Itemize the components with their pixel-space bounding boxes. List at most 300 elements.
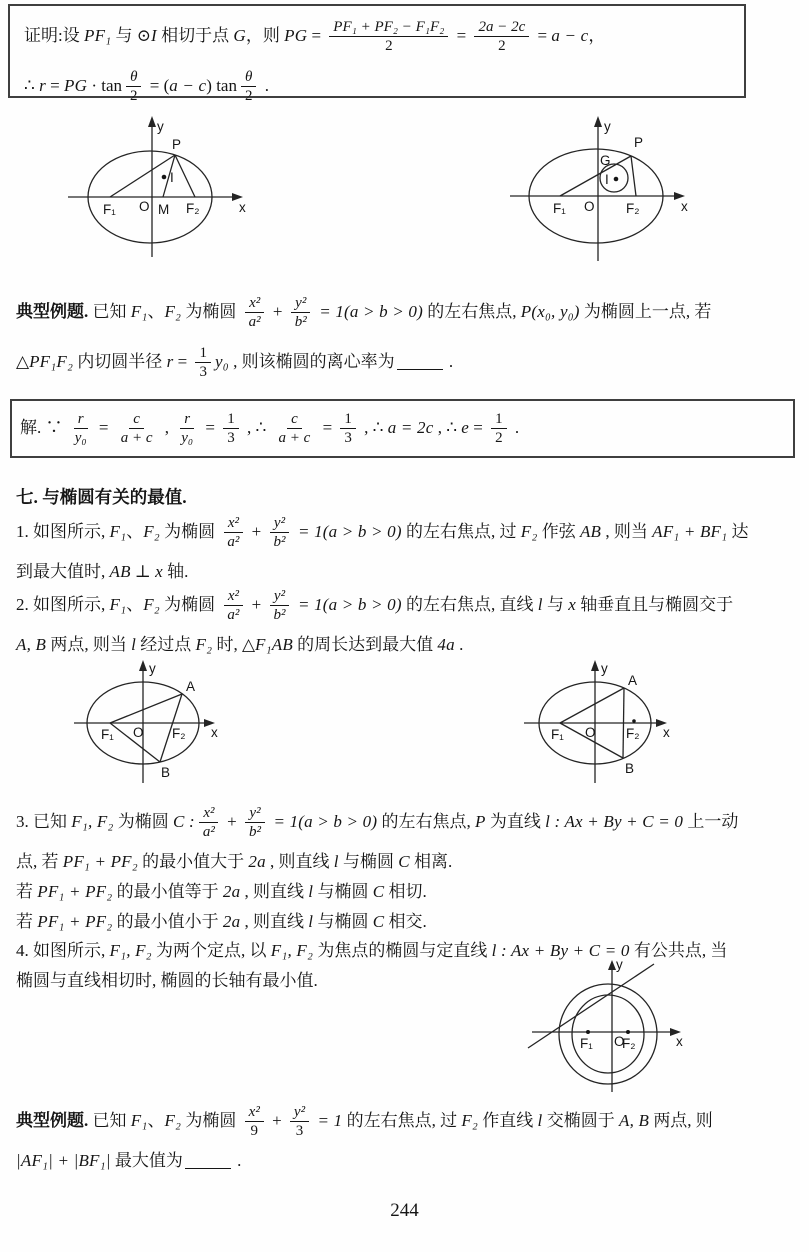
text-run: · tan [87, 75, 122, 95]
fraction [270, 587, 290, 624]
math-run: AB [579, 521, 602, 541]
math-run: l [333, 851, 339, 871]
fraction-numerator: y² [290, 1103, 309, 1122]
label-I: I [605, 172, 609, 187]
text-run: 、 [147, 1110, 165, 1130]
ellipse-diagram-vertical-AB [512, 655, 714, 793]
text-run: 已知 [88, 1110, 131, 1130]
fraction-denominator: a + c [278, 430, 311, 446]
label-x: x [676, 1034, 683, 1049]
math-run: A, B [618, 1110, 650, 1130]
fraction [474, 18, 529, 55]
text-run: + [267, 1110, 286, 1130]
fraction-numerator: x² [245, 1103, 264, 1122]
segment-PF2 [631, 156, 636, 196]
fraction-numerator: c [129, 410, 144, 429]
math-run: 2a [248, 851, 266, 871]
text-run: 作直线 [478, 1110, 538, 1130]
fraction-denominator: y₀ [74, 430, 87, 446]
text-run: 若 [16, 911, 38, 931]
math-run: F₁AB [255, 634, 293, 654]
label-F1: F₁ [580, 1036, 593, 1051]
math-run: l : Ax + By + C = 0 [545, 811, 684, 831]
item1-block [16, 507, 796, 587]
math-run: AF₁ + BF₁ [652, 521, 728, 541]
label-y: y [616, 957, 623, 972]
fraction-numerator: x² [245, 294, 264, 313]
y-axis-arrow [591, 660, 599, 671]
text-run: 的左右焦点, [423, 301, 521, 321]
math-run: = 1(a > b > 0) [314, 301, 423, 321]
math-run: F₁ [130, 1110, 148, 1130]
text-run: 最大值为 [110, 1150, 183, 1170]
text-run: . [454, 634, 464, 654]
text-run: 上一动 [683, 811, 739, 831]
text-run: + [222, 811, 241, 831]
label-G: G [600, 153, 611, 168]
label-M: M [158, 202, 170, 217]
text-run: 、 [126, 521, 144, 541]
fraction-numerator: c [287, 410, 302, 429]
text-run: = [452, 25, 471, 45]
text-run: = [201, 418, 220, 438]
label-y: y [149, 661, 156, 676]
math-run: = 1(a > b > 0) [293, 594, 402, 614]
fraction [275, 410, 315, 447]
fraction-numerator: x² [199, 804, 218, 823]
fraction-denominator: a² [227, 606, 240, 623]
math-run: l [131, 634, 137, 654]
fraction [223, 410, 239, 447]
fraction-numerator: x² [224, 587, 243, 606]
fraction [71, 410, 91, 447]
label-O: O [614, 1034, 625, 1049]
item3-line-3 [16, 877, 798, 907]
math-run: C [372, 881, 385, 901]
fraction [199, 804, 219, 841]
text-run: , 则当 [601, 521, 653, 541]
y-axis-arrow [139, 660, 147, 671]
text-run: 已知 [88, 301, 131, 321]
math-run: F₂ [520, 521, 538, 541]
fraction-denominator: 2 [495, 430, 503, 446]
fraction-numerator: PF₁ + PF₂ − F₁F₂ [329, 18, 448, 37]
text-run: , ∴ [433, 418, 462, 438]
item3-line-4 [16, 907, 798, 937]
inner-ellipse [572, 995, 644, 1073]
fraction-numerator: 1 [491, 410, 507, 429]
text-run: = [173, 351, 192, 371]
label-F1: F₁ [103, 202, 116, 217]
text-run: 为椭圆上一点, 若 [579, 301, 712, 321]
label-F1: F₁ [553, 201, 566, 216]
math-run: PF₁F₂ [29, 351, 74, 371]
fraction-denominator: 2 [244, 87, 253, 104]
math-run: l [537, 594, 543, 614]
math-run: PG [64, 75, 88, 95]
text-run: , 则该椭圆的离心率为 [228, 351, 395, 371]
text-run: 达 [727, 521, 749, 541]
math-run: F₂ [195, 634, 213, 654]
math-run: 2a [222, 911, 241, 931]
focus1-dot [586, 1030, 590, 1034]
fraction-denominator: b² [273, 606, 286, 623]
text-run: ⊥ [130, 561, 156, 581]
math-run: 4a [437, 634, 455, 654]
math-run: F₂ [461, 1110, 479, 1130]
math-run: |AF₁| + |BF₁| [16, 1150, 111, 1170]
text-run: 的最小值大于 [137, 851, 249, 871]
text-run: 相交. [384, 911, 427, 931]
fraction-numerator: y² [291, 294, 310, 313]
math-run: AB [109, 561, 131, 581]
text-run: , 则直线 [240, 881, 309, 901]
text-run: , 则直线 [265, 851, 334, 871]
text-run: . [232, 1150, 242, 1170]
text-run: 的左右焦点, 过 [342, 1110, 462, 1130]
label-F1: F₁ [551, 727, 564, 742]
math-run: F₁, F₂ [270, 940, 314, 960]
label-y: y [601, 661, 608, 676]
fraction [223, 514, 243, 551]
math-run: A, B [16, 634, 47, 654]
bold-label: 典型例题. [16, 301, 89, 321]
fraction-denominator: 9 [250, 1122, 258, 1139]
text-run: 的左右焦点, 直线 [401, 594, 538, 614]
fraction-numerator: y² [270, 514, 289, 533]
fraction [290, 1103, 309, 1140]
y-axis-arrow [594, 116, 602, 127]
fraction [329, 18, 448, 55]
fraction-denominator: b² [273, 533, 286, 550]
text-run: , ∴ [242, 418, 271, 438]
focus2-dot [632, 719, 636, 723]
text-run: 为椭圆 [181, 1110, 241, 1130]
text-run: = [307, 25, 326, 45]
text-run: 为两个定点, 以 [151, 940, 271, 960]
math-run: r [166, 351, 174, 371]
math-run: G [233, 25, 246, 45]
fraction-denominator: a² [227, 533, 240, 550]
example1-block [16, 287, 796, 387]
example2-line-1 [16, 1096, 796, 1146]
math-run: F₁, F₂ [109, 940, 152, 960]
label-F2: F₂ [622, 1036, 636, 1051]
label-F2: F₂ [186, 201, 200, 216]
math-run: l : Ax + By + C = 0 [491, 940, 630, 960]
label-F2: F₂ [626, 201, 640, 216]
math-run: PG [284, 25, 308, 45]
text-run: 时, △ [212, 634, 256, 654]
fraction [245, 294, 265, 331]
text-run: 轴. [162, 561, 189, 581]
text-run: + [268, 301, 287, 321]
item2-line-1 [16, 580, 796, 630]
text-run: 与 ⊙ [111, 25, 152, 45]
item2-block [16, 580, 796, 660]
text-run: 作弦 [537, 521, 580, 541]
math-run: a = 2c [387, 418, 434, 438]
math-run: C [372, 911, 385, 931]
fraction-numerator: 2a − 2c [474, 18, 529, 37]
text-run: ) tan [206, 75, 237, 95]
label-F2: F₂ [172, 726, 186, 741]
segment-PF2 [175, 155, 195, 197]
text-run: 相切. [384, 881, 427, 901]
text-run: 、 [126, 594, 144, 614]
math-run: F₂ [164, 301, 182, 321]
example2-line-2 [16, 1146, 796, 1176]
text-run: . [444, 351, 454, 371]
text-run: ，则 [245, 25, 285, 45]
text-run: , ∴ [359, 418, 388, 438]
math-run: = 1(a > b > 0) [293, 521, 402, 541]
math-run: C [398, 851, 410, 871]
text-run: 的最小值等于 [112, 881, 223, 901]
fraction [126, 68, 142, 105]
label-B: B [625, 761, 635, 776]
math-run: a − c [551, 25, 589, 45]
segment-F1A [110, 694, 182, 723]
text-run: 3. 已知 [16, 811, 72, 831]
math-run: y₀ [214, 351, 229, 371]
math-run: r [39, 75, 46, 95]
text-run: 点, 若 [16, 851, 63, 871]
fraction-numerator: r [180, 410, 194, 429]
fraction-denominator: b² [249, 823, 261, 840]
math-run: a − c [169, 75, 207, 95]
text-run: 若 [16, 881, 38, 901]
fraction-denominator: a² [202, 823, 215, 840]
fraction [491, 410, 507, 447]
label-I: I [170, 170, 174, 185]
text-run: 2. 如图所示, [16, 594, 110, 614]
text-run: 为焦点的椭圆与定直线 [313, 940, 492, 960]
fraction-numerator: θ [126, 68, 141, 87]
label-F1: F₁ [101, 727, 114, 742]
outer-ellipse [559, 984, 657, 1084]
fraction-numerator: y² [270, 587, 289, 606]
fraction-numerator: 1 [340, 410, 356, 429]
y-axis-arrow [148, 116, 156, 127]
example1-line-2 [16, 337, 796, 387]
example1-line-1 [16, 287, 796, 337]
label-A: A [628, 673, 638, 688]
text-run: + [247, 594, 266, 614]
item3-line-2 [16, 847, 798, 877]
fraction-numerator: r [74, 410, 88, 429]
text-run: 两点, 则 [649, 1110, 713, 1130]
fraction-numerator: 1 [223, 410, 239, 429]
fraction-numerator: x² [224, 514, 243, 533]
label-P: P [634, 135, 644, 150]
math-run: = 1(a > b > 0) [269, 811, 378, 831]
text-run: 4. 如图所示, [16, 940, 110, 960]
fraction-denominator: 3 [295, 1122, 304, 1139]
fraction-denominator: a + c [120, 430, 153, 446]
text-run: 为直线 [485, 811, 546, 831]
segment-F1A [560, 688, 624, 723]
bold-label: 典型例题. [16, 1110, 89, 1130]
math-run: F₁ [109, 521, 127, 541]
math-run: x [155, 561, 163, 581]
text-run: 交椭圆于 [542, 1110, 619, 1130]
text-run: = [45, 75, 64, 95]
fraction-denominator: y₀ [181, 430, 194, 446]
math-run: l [537, 1110, 543, 1130]
fraction [270, 514, 290, 551]
y-axis-arrow [608, 960, 616, 970]
label-A: A [186, 679, 196, 694]
text-run: 为椭圆 [113, 811, 174, 831]
example2-block [16, 1096, 796, 1176]
label-O: O [139, 199, 150, 214]
fraction [241, 68, 257, 105]
proof-box [8, 4, 746, 104]
math-run: l [308, 881, 314, 901]
fraction [177, 410, 197, 447]
fraction [245, 1103, 264, 1140]
fraction [291, 294, 311, 331]
label-O: O [584, 199, 595, 214]
fraction [195, 344, 211, 381]
ellipse-diagram-incircle-with-M [60, 111, 266, 261]
segment-AB [623, 688, 624, 758]
math-run: 2a [222, 881, 241, 901]
fraction-denominator: 2 [130, 87, 138, 104]
text-run: 相离. [409, 851, 453, 871]
math-run: F₂ [143, 594, 160, 614]
fraction [117, 410, 157, 447]
math-run: F₁, F₂ [71, 811, 114, 831]
math-run: F₂ [143, 521, 160, 541]
math-run: PF₁ [83, 25, 112, 45]
text-run: 经过点 [136, 634, 196, 654]
text-run: 内切圆半径 [73, 351, 167, 371]
fraction-denominator: 2 [385, 37, 393, 54]
fraction-denominator: 3 [227, 430, 235, 446]
text-run: = [533, 25, 552, 45]
fraction-denominator: 2 [498, 37, 506, 54]
label-F2: F₂ [626, 726, 640, 741]
item3-line-1 [16, 797, 798, 847]
text-run: 相切于点 [156, 25, 234, 45]
ellipse-diagram-chord-AB [62, 655, 262, 793]
math-run: PF₁ + PF₂ [37, 911, 113, 931]
text-run: ， [588, 25, 606, 45]
fraction-denominator: 3 [199, 363, 207, 380]
text-run: 解. ∵ [20, 418, 67, 438]
fraction-denominator: a² [248, 313, 261, 330]
fraction-numerator: y² [245, 804, 264, 823]
text-run: = ( [145, 75, 170, 95]
math-run: F₂ [164, 1110, 182, 1130]
math-run: P(x₀, y₀) [520, 301, 580, 321]
solution-line-1 [20, 404, 519, 454]
text-run: 椭圆与直线相切时, 椭圆的长轴有最小值. [16, 970, 318, 990]
text-run: . [510, 418, 520, 438]
math-run: x [568, 594, 576, 614]
math-run: = 1 [313, 1110, 343, 1130]
ellipse-diagram-incircle-with-G [498, 111, 710, 263]
text-run: 证明:设 [24, 25, 84, 45]
fraction-denominator: 3 [344, 430, 352, 446]
text-run: = [94, 418, 113, 438]
math-run: PF₁ + PF₂ [62, 851, 138, 871]
math-run: F₁ [130, 301, 148, 321]
math-run: PF₁ + PF₂ [37, 881, 113, 901]
text-run: 为椭圆 [181, 301, 241, 321]
item3-block [16, 797, 798, 937]
text-run: = [469, 418, 488, 438]
text-run: △ [16, 351, 30, 371]
incenter-dot [162, 175, 167, 180]
label-x: x [681, 199, 688, 214]
label-O: O [133, 725, 144, 740]
text-run: 有公共点, 当 [629, 940, 728, 960]
text-run: 为椭圆 [159, 594, 220, 614]
proof-line-1 [24, 11, 734, 61]
incenter-dot [614, 177, 619, 182]
text-run: 两点, 则当 [46, 634, 132, 654]
text-run: , [160, 418, 174, 438]
math-run: C : [173, 811, 195, 831]
label-x: x [211, 725, 218, 740]
text-run: 的左右焦点, [377, 811, 475, 831]
text-run: , 则直线 [240, 911, 309, 931]
fraction-numerator: 1 [195, 344, 211, 363]
math-run: e [461, 418, 470, 438]
text-run: 与椭圆 [338, 851, 399, 871]
text-run: 的左右焦点, 过 [401, 521, 521, 541]
text-run: = [318, 418, 337, 438]
ellipse-diagram-tangent-line [524, 956, 720, 1098]
text-run: 与椭圆 [313, 911, 373, 931]
fraction [340, 410, 356, 447]
solution-box [10, 399, 795, 458]
fraction-numerator: θ [241, 68, 256, 87]
fraction [223, 587, 243, 624]
text-run: ∴ [24, 75, 40, 95]
label-P: P [172, 137, 182, 152]
text-run: 、 [147, 301, 165, 321]
fraction [245, 804, 265, 841]
label-O: O [585, 725, 596, 740]
label-x: x [663, 725, 670, 740]
label-x: x [239, 200, 246, 215]
text-run: 1. 如图所示, [16, 521, 110, 541]
label-y: y [157, 119, 164, 134]
text-run: . [260, 75, 269, 95]
label-y: y [604, 119, 611, 134]
item1-line-1 [16, 507, 796, 557]
label-B: B [161, 765, 171, 780]
text-run: 为椭圆 [159, 521, 220, 541]
text-run: 与 [542, 594, 569, 614]
blank-underline [185, 1153, 231, 1169]
section-heading: 七. 与椭圆有关的最值. [16, 487, 187, 507]
math-run: l [308, 911, 314, 931]
focus2-dot [626, 1030, 630, 1034]
text-run: 的最小值小于 [112, 911, 223, 931]
blank-underline [397, 354, 443, 370]
page-number: 244 [390, 1200, 419, 1221]
text-run: 到最大值时, [16, 561, 110, 581]
math-run: P [475, 811, 486, 831]
text-run: 轴垂直且与椭圆交于 [575, 594, 734, 614]
text-run: + [247, 521, 266, 541]
math-run: F₁ [109, 594, 127, 614]
